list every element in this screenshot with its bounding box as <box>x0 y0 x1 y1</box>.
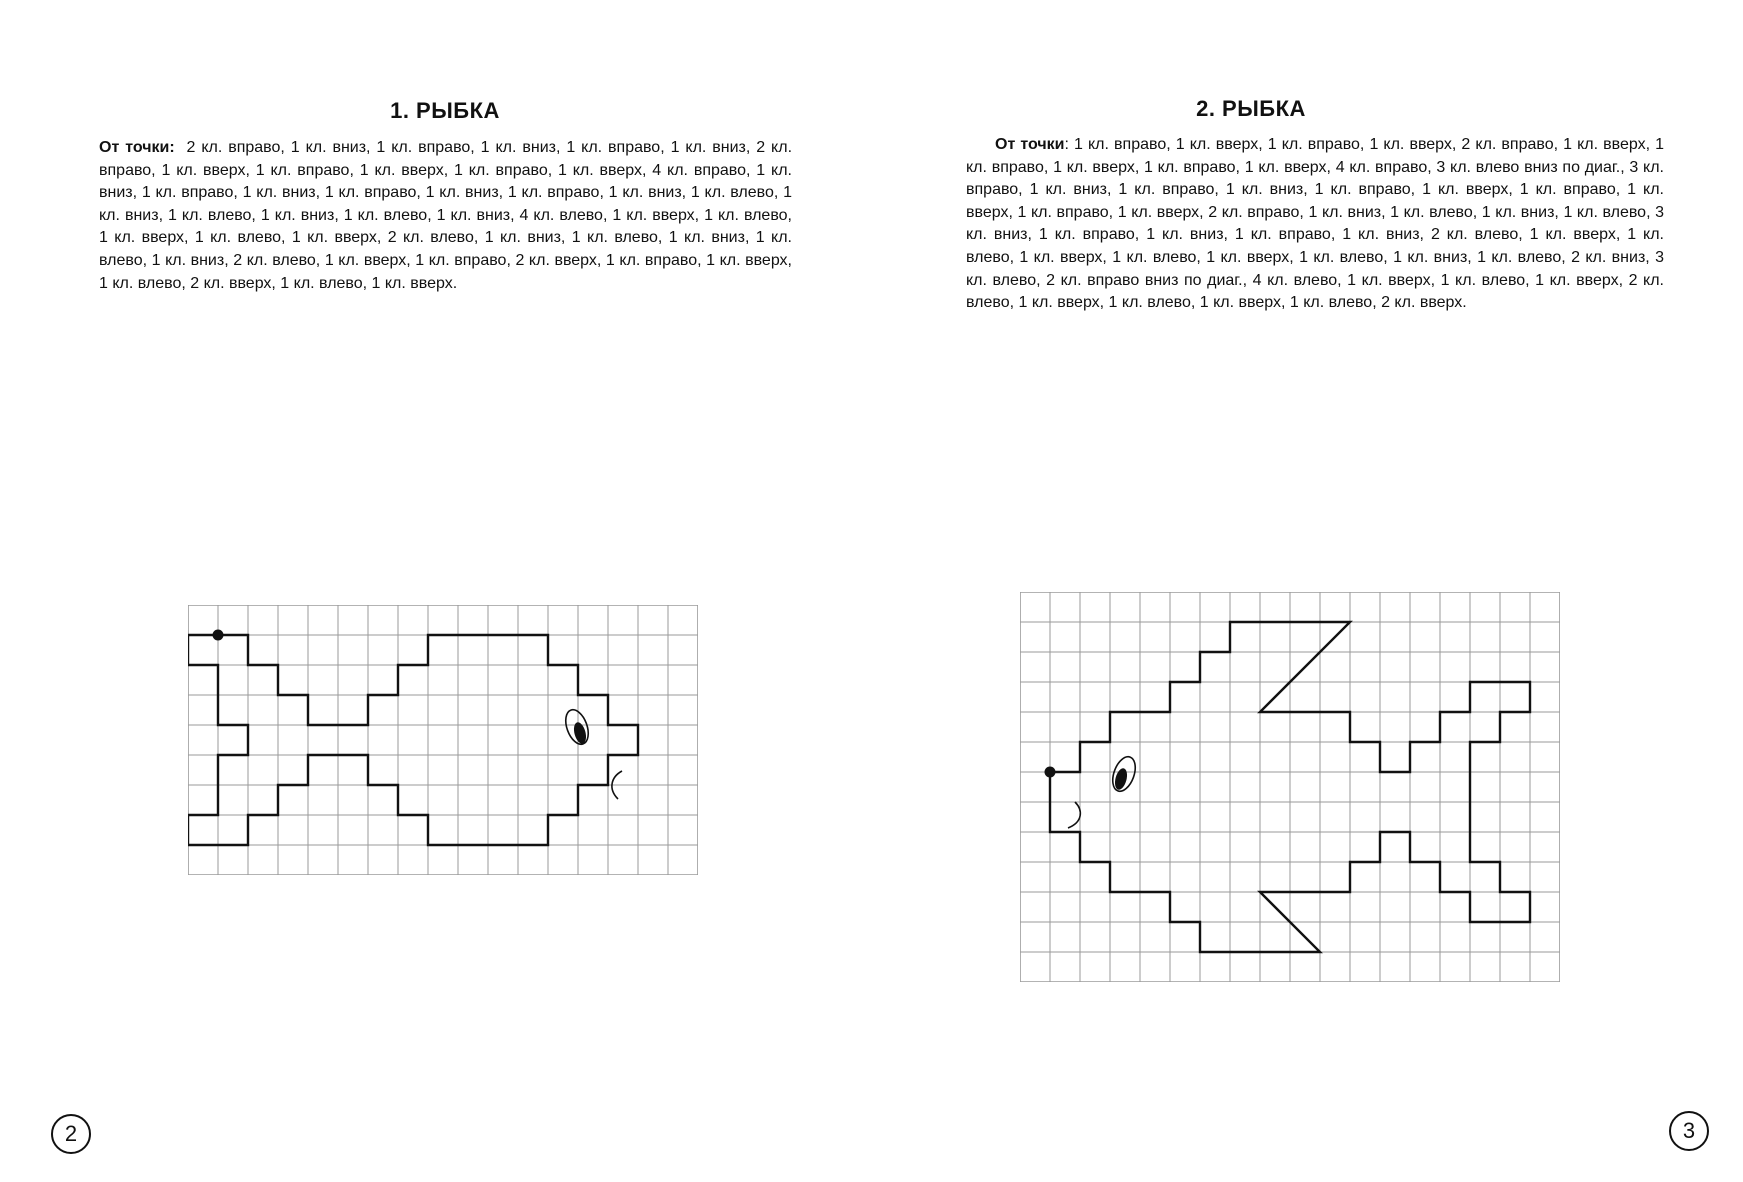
start-point <box>1045 767 1056 778</box>
grid-fish-2 <box>1020 592 1560 982</box>
page-number: 3 <box>1669 1111 1709 1151</box>
grid-fish-1 <box>188 605 698 875</box>
page-number: 2 <box>51 1114 91 1154</box>
instructions-lead: От точки <box>995 136 1065 153</box>
instructions-lead: От точки: <box>99 139 175 156</box>
instructions-text <box>966 134 1664 315</box>
instructions-body: : 1 кл. вправо, 1 кл. вверх, 1 кл. вправо, 1 кл. вверх, 2 кл. вправо, 1 кл. вверх, 1 кл. вправо, 1 кл. вверх, 1 кл. вправо, 1 кл. вверх, 4 кл. вправо, 3 кл. влево вниз по диаг., 3 кл. вправо, 1 кл. вниз, 1 кл. вправо, 1 кл. вниз, 1 кл. вправо, 1 кл. вверх, 1 кл. вправо, 1 кл. вверх, 1 кл. вправо, 1 кл. вверх, 2 кл. вправо, 1 кл. вниз, 1 кл. влево, 1 кл. вниз, 1 кл. влево, 3 кл. вниз, 1 кл. вправо, 1 кл. вниз, 1 кл. вправо, 1 кл. вниз, 2 кл. влево, 1 кл. вверх, 1 кл. влево, 1 кл. вверх, 1 кл. влево, 1 кл. вверх, 1 кл. влево, 1 кл. вниз, 1 кл. влево, 2 кл. вниз, 3 кл. влево, 2 кл. вправо вниз по диаг., 4 кл. влево, 1 кл. вверх, 1 кл. влево, 1 кл. вверх, 2 кл. влево, 1 кл. вверх, 1 кл. влево, 1 кл. вверх, 1 кл. влево, 2 кл. вверх. <box>966 136 1665 312</box>
grid-lines <box>188 605 698 875</box>
fish-drawing-1 <box>188 605 698 875</box>
instructions-text <box>99 137 792 295</box>
page-title: 1. РЫБКА <box>390 98 500 123</box>
left-page <box>0 0 871 1182</box>
instructions-body: 2 кл. вправо, 1 кл. вниз, 1 кл. вправо, 1 кл. вниз, 1 кл. вправо, 1 кл. вниз, 2 кл. вправо, 1 кл. вверх, 1 кл. вправо, 1 кл. вверх, 1 кл. вправо, 1 кл. вверх, 4 кл. вправо, 1 кл. вниз, 1 кл. вправо, 1 кл. вниз, 1 кл. вправо, 1 кл. вниз, 1 кл. вправо, 1 кл. вниз, 1 кл. влево, 1 кл. вниз, 1 кл. влево, 1 кл. вниз, 1 кл. влево, 1 кл. вниз, 4 кл. влево, 1 кл. вверх, 1 кл. влево, 1 кл. вверх, 1 кл. влево, 1 кл. вверх, 2 кл. влево, 1 кл. вниз, 1 кл. влево, 1 кл. вниз, 1 кл. влево, 1 кл. вниз, 2 кл. влево, 1 кл. вверх, 1 кл. вправо, 2 кл. вверх, 1 кл. вправо, 1 кл. вверх, 1 кл. влево, 2 кл. вверх, 1 кл. влево, 1 кл. вверх. <box>99 139 793 292</box>
fish-drawing-2 <box>1020 592 1560 982</box>
page-title: 2. РЫБКА <box>1196 96 1306 121</box>
fish-outline <box>188 635 638 845</box>
right-page <box>871 0 1743 1182</box>
fish-mouth <box>1068 802 1080 828</box>
start-point <box>213 630 224 641</box>
